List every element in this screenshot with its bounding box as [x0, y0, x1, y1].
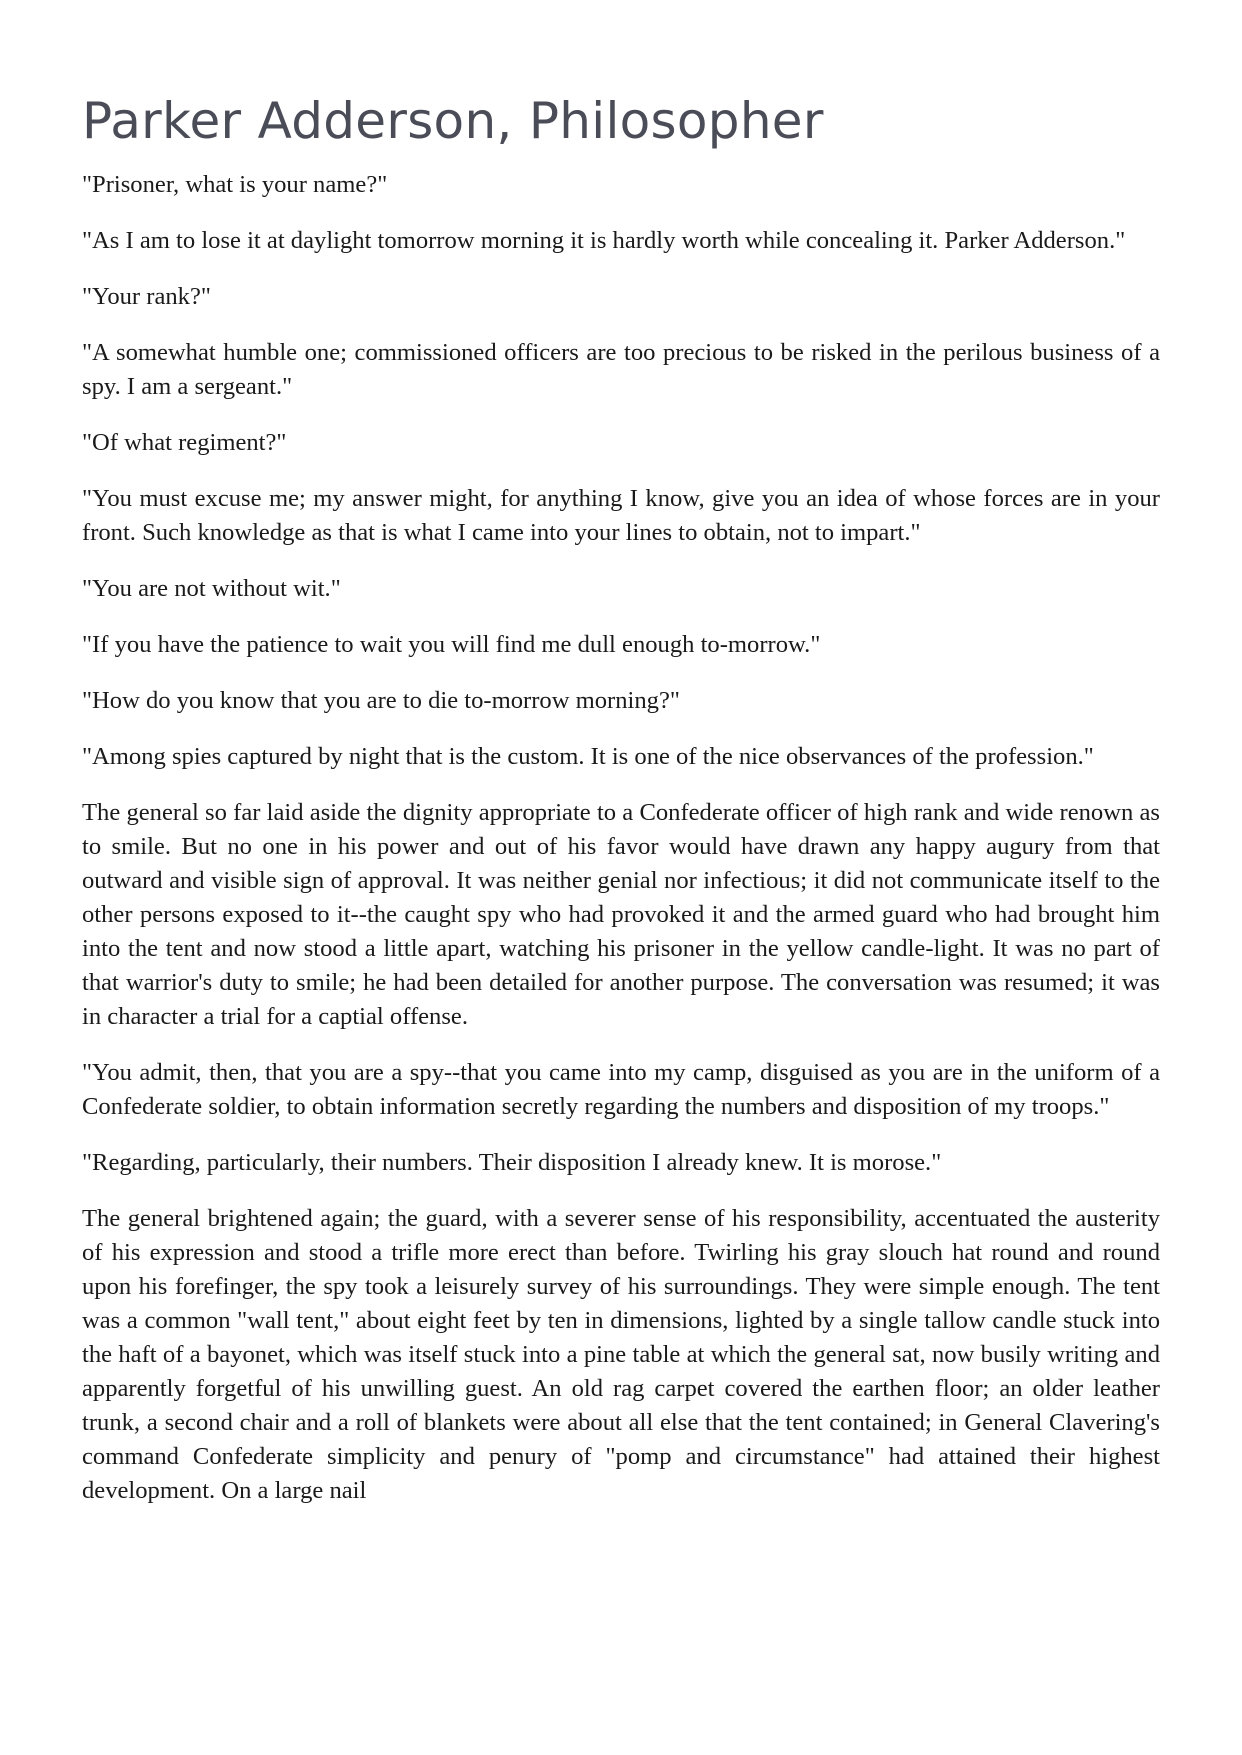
paragraph-6: "You must excuse me; my answer might, for anything I know, give you an idea of whose forces are in your front. Such knowledge as that is what I came into your lines to obtain, not to impart." — [82, 485, 1160, 546]
document-title: Parker Adderson, Philosopher — [82, 92, 824, 150]
paragraph-4: "A somewhat humble one; commissioned officers are too precious to be risked in the perilous business of a spy. I am a sergeant." — [82, 339, 1160, 400]
paragraph-7: "You are not without wit." — [82, 575, 341, 602]
paragraph-2: "As I am to lose it at daylight tomorrow morning it is hardly worth while concealing it. Parker Adderson." — [82, 227, 1126, 254]
paragraph-1: "Prisoner, what is your name?" — [82, 171, 388, 198]
paragraph-9: "How do you know that you are to die to-morrow morning?" — [82, 687, 680, 714]
paragraph-12: "You admit, then, that you are a spy--that you came into my camp, disguised as you are in the uniform of a Confederate soldier, to obtain information secretly regarding the numbers and disposition of my troops." — [82, 1059, 1160, 1120]
paragraph-13: "Regarding, particularly, their numbers. Their disposition I already knew. It is morose." — [82, 1149, 942, 1176]
paragraph-10: "Among spies captured by night that is the custom. It is one of the nice observances of the profession." — [82, 743, 1094, 770]
paragraph-11: The general so far laid aside the dignity appropriate to a Confederate officer of high rank and wide renown as to smile. But no one in his power and out of his favor would have drawn any happy augury from that outward and visible sign of approval. It was neither genial nor infectious; it did not communicate itself to the other persons exposed to it--the caught spy who had provoked it and the armed guard who had brought him into the tent and now stood a little apart, watching his prisoner in the yellow candle-light. It was no part of that warrior's duty to smile; he had been detailed for another purpose. The conversation was resumed; it was in character a trial for a captial offense. — [82, 799, 1160, 1030]
paragraph-8: "If you have the patience to wait you will find me dull enough to-morrow." — [82, 631, 821, 658]
paragraph-3: "Your rank?" — [82, 283, 211, 310]
document-page — [82, 86, 1160, 1530]
paragraph-14: The general brightened again; the guard, with a severer sense of his responsibility, accentuated the austerity of his expression and stood a trifle more erect than before. Twirling his gray slouch hat round and round upon his forefinger, the spy took a leisurely survey of his surroundings. They were simple enough. The tent was a common "wall tent," about eight feet by ten in dimensions, lighted by a single tallow candle stuck into the haft of a bayonet, which was itself stuck into a pine table at which the general sat, now busily writing and apparently forgetful of his unwilling guest. An old rag carpet covered the earthen floor; an older leather trunk, a second chair and a roll of blankets were about all else that the tent contained; in General Clavering's command Confederate simplicity and penury of "pomp and circumstance" had attained their highest development. On a large nail — [82, 1205, 1160, 1504]
paragraph-5: "Of what regiment?" — [82, 429, 287, 456]
